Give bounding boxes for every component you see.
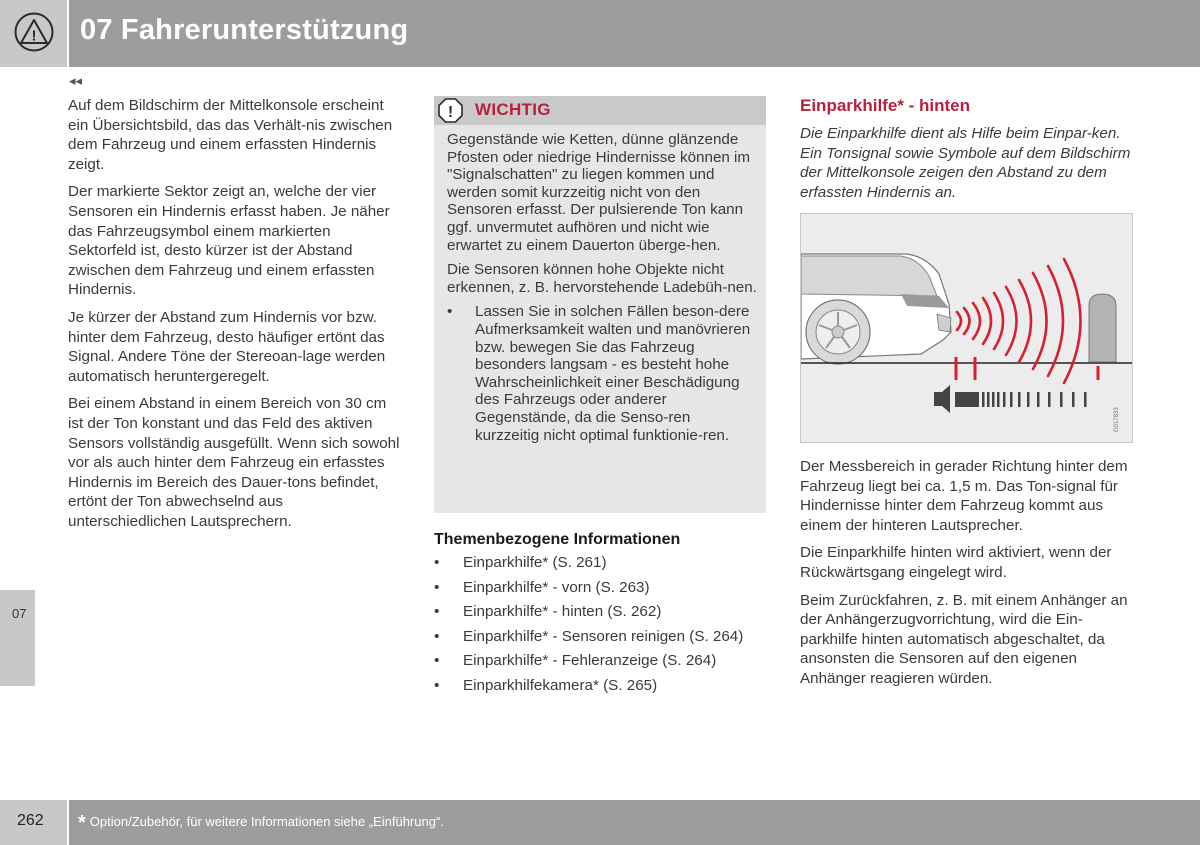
exclamation-octagon-icon [438, 98, 463, 123]
figure-code: G017833 [1114, 407, 1120, 432]
footer-note [78, 812, 444, 835]
chapter-tab-label: 07 [12, 606, 27, 621]
warning-glyph: ! [31, 27, 37, 45]
bullet-icon: • [434, 627, 440, 645]
column-left [68, 96, 403, 539]
important-bullet [447, 303, 757, 444]
important-bullet-text: Lassen Sie in solchen Fällen beson-dere Aufmerksamkeit walten und manövrieren bzw. bewegen Sie das Fahrzeug besonders langsam - es besteht hohe Wahrscheinlichkeit einer Beschädigung des Fahrzeugs oder anderer Gegenstände, da die Senso-ren kurzzeitig nicht optimal funktionie-ren. [475, 303, 751, 444]
paragraph: Beim Zurückfahren, z. B. mit einem Anhänger an der Anhängerzugvorrichtung, wird die Ein-parkhilfe hinten automatisch abgeschaltet, da ansonsten die Sensoren auf den eigenen Anhänger reagieren würden. [800, 591, 1128, 687]
related-link-label[interactable]: Einparkhilfe* - vorn (S. 263) [463, 578, 650, 596]
bullet-icon: • [434, 578, 440, 596]
paragraph: Bei einem Abstand in einem Bereich von 30 cm ist der Ton konstant und das Feld des aktiven Sensors vollständig ausgefüllt. Wenn sich sowohl vor als auch hinter dem Fahrzeug ein erfasstes Hindernis im Bereich des Dauer-tons befindet, ertönt der Ton abwechselnd aus unterschiedlichen Lautsprechern. [68, 395, 400, 530]
related-link[interactable] [434, 576, 774, 601]
bullet-icon: • [434, 652, 440, 670]
related-link[interactable] [434, 600, 774, 625]
column-right-body [800, 457, 1140, 697]
paragraph: Der Messbereich in gerader Richtung hinter dem Fahrzeug liegt bei ca. 1,5 m. Das Ton-signal für Hindernisse hinter dem Fahrzeug kommt aus einem der hinteren Lautsprecher. [800, 458, 1128, 534]
column-right-top [800, 96, 1140, 210]
bullet-icon: • [434, 554, 440, 571]
related-link-label[interactable]: Einparkhilfe* - hinten (S. 262) [463, 603, 662, 621]
important-box-header [434, 96, 766, 125]
important-paragraph: Gegenstände wie Ketten, dünne glänzende Pfosten oder niedrige Hindernisse können im "Signalschatten" zu liegen kommen und werden somit kurzzeitig nicht von den Sensoren erfasst. Der pulsierende Ton kann ggf. unvermutet aufhören und nicht wie erwartet zu einem Dauerton überge-hen. [447, 131, 751, 254]
paragraph: Je kürzer der Abstand zum Hindernis vor bzw. hinter dem Fahrzeug, desto häufiger ertönt das Signal. Andere Töne der Stereoan-lage werden automatisch heruntergeregelt. [68, 308, 386, 385]
warning-triangle-icon [14, 12, 54, 52]
paragraph: Auf dem Bildschirm der Mittelkonsole erscheint ein Übersichtsbild, das das Verhält-nis zwischen dem Fahrzeug und einem erfassten Hindernis zeigt. [68, 97, 393, 173]
related-link[interactable] [434, 625, 774, 650]
exclamation-glyph: ! [447, 104, 454, 121]
section-intro: Die Einparkhilfe dient als Hilfe beim Einpar-ken. Ein Tonsignal sowie Symbole auf dem Bildschirm der Mittelkonsole zeigen den Abstand zu dem erfassten Hindernis an. [800, 125, 1131, 201]
related-info-list [434, 551, 774, 699]
paragraph: Der markierte Sektor zeigt an, welche der vier Sensoren ein Hindernis erfasst haben. Je näher das Fahrzeugsymbol einem markierten Sektorfeld ist, desto kürzer ist der Abstand zwischen dem Fahrzeug und einem erfassten Hindernis. [68, 183, 390, 299]
section-title: Einparkhilfe* - hinten [800, 96, 971, 115]
bullet-icon: • [434, 603, 440, 621]
footer-note-text: Option/Zubehör, für weitere Informationen siehe „Einführung“. [89, 814, 444, 829]
related-info [434, 531, 774, 699]
parking-sensor-illustration [800, 213, 1133, 443]
related-link-label[interactable]: Einparkhilfekamera* (S. 265) [463, 676, 658, 694]
page-number: 262 [17, 812, 44, 829]
back-arrows-icon[interactable]: ◂◂ [69, 73, 83, 88]
important-box [434, 96, 766, 513]
bullet-icon: • [434, 676, 440, 694]
parking-sensor-drawing [801, 214, 1132, 442]
related-link[interactable] [434, 674, 774, 699]
related-link[interactable] [434, 649, 774, 674]
important-title: WICHTIG [475, 100, 551, 119]
related-link-label[interactable]: Einparkhilfe* - Fehleranzeige (S. 264) [463, 652, 717, 670]
related-info-title: Themenbezogene Informationen [434, 531, 681, 548]
important-paragraph: Die Sensoren können hohe Objekte nicht erkennen, z. B. hervorstehende Ladebüh-nen. [447, 261, 757, 296]
paragraph: Die Einparkhilfe hinten wird aktiviert, wenn der Rückwärtsgang eingelegt wird. [800, 544, 1112, 581]
related-link-label[interactable]: Einparkhilfe* - Sensoren reinigen (S. 264) [463, 627, 744, 645]
asterisk-icon: * [78, 812, 86, 834]
page-title: 07 Fahrerunterstützung [80, 14, 409, 46]
chapter-tab [0, 590, 35, 686]
important-body [447, 131, 757, 444]
related-link[interactable] [434, 551, 774, 576]
related-link-label[interactable]: Einparkhilfe* (S. 261) [463, 554, 607, 571]
bullet-icon: • [447, 303, 453, 321]
